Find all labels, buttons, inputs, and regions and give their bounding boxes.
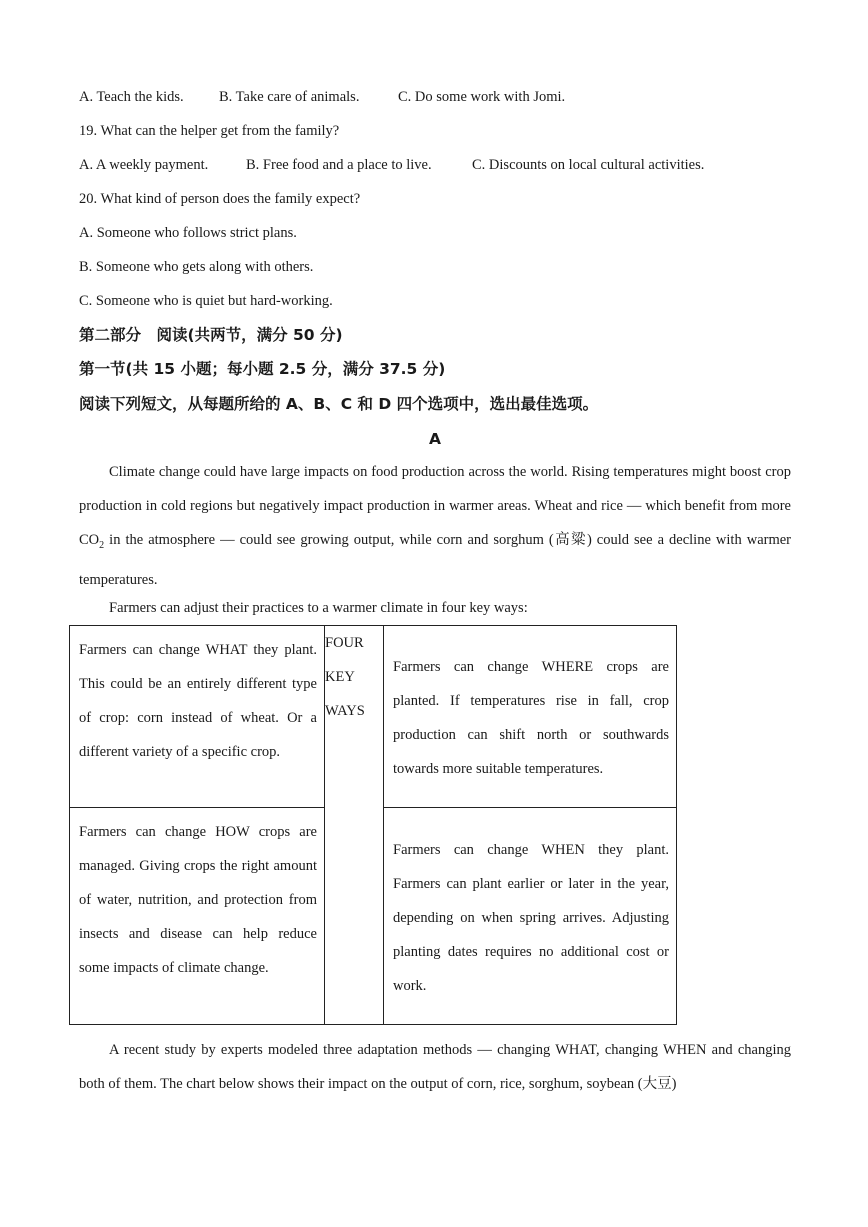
paragraph-1 <box>79 455 791 597</box>
cell-where-text: Farmers can change WHERE crops are planted. If temperatures rise in fall, crop production can shift north or southwards towards more suitable temperatures. <box>393 659 669 777</box>
co2-subscript: 2 <box>99 539 105 551</box>
section-header: 第二部分 阅读(共两节，满分 50 分) <box>79 326 343 344</box>
q18-option-c: C. Do some work with Jomi. <box>398 89 566 105</box>
q20-option-c: C. Someone who is quiet but hard-working. <box>79 293 333 309</box>
q19-option-a: A. A weekly payment. <box>79 157 209 173</box>
cell-what <box>70 626 325 808</box>
center-line-2: KEY <box>325 669 355 685</box>
q19-options <box>79 155 704 175</box>
paragraph-1-text-b: in the atmosphere — could see growing output, while corn and sorghum (高粱) could see a decline with warmer temperatures. <box>79 532 791 588</box>
q18-option-a: A. Teach the kids. <box>79 89 184 105</box>
cell-where <box>384 626 677 808</box>
q19-question: 19. What can the helper get from the family? <box>79 123 340 139</box>
subsection-header: 第一节(共 15 小题；每小题 2.5 分，满分 37.5 分) <box>79 360 446 378</box>
cell-what-text: Farmers can change WHAT they plant. This could be an entirely different type of crop: corn instead of wheat. Or a different variety of a specific crop. <box>79 642 317 760</box>
q20-question: 20. What kind of person does the family expect? <box>79 191 361 207</box>
four-key-ways-table <box>69 625 677 1025</box>
q20-option-b: B. Someone who gets along with others. <box>79 259 314 275</box>
center-line-1: FOUR <box>325 635 364 651</box>
q20-option-a: A. Someone who follows strict plans. <box>79 225 297 241</box>
cell-four-key-ways <box>325 626 384 1025</box>
passage-label: A <box>429 430 441 448</box>
q18-option-b: B. Take care of animals. <box>219 89 360 105</box>
q19-option-c: C. Discounts on local cultural activities. <box>472 157 705 173</box>
instruction: 阅读下列短文，从每题所给的 A、B、C 和 D 四个选项中，选出最佳选项。 <box>79 395 599 413</box>
q19-option-b: B. Free food and a place to live. <box>246 157 432 173</box>
cell-how <box>70 808 325 1025</box>
paragraph-2: Farmers can adjust their practices to a warmer climate in four key ways: <box>109 600 528 616</box>
cell-when-text: Farmers can change WHEN they plant. Farmers can plant earlier or later in the year, depending on when spring arrives. Adjusting planting dates requires no additional cost or work. <box>393 841 669 994</box>
q18-options <box>79 87 565 107</box>
cell-how-text: Farmers can change HOW crops are managed. Giving crops the right amount of water, nutrition, and protection from insects and disease can help reduce some impacts of climate change. <box>79 824 317 976</box>
center-line-3: WAYS <box>325 703 365 719</box>
cell-when <box>384 808 677 1025</box>
paragraph-1-text-a: Climate change could have large impacts on food production across the world. Rising temperatures might boost crop production in cold regions but negatively impact production in warmer areas. Wheat and rice — which benefit from more CO <box>79 464 791 548</box>
paragraph-3: A recent study by experts modeled three adaptation methods — changing WHAT, changing WHEN and changing both of them. The chart below shows their impact on the output of corn, rice, sorghum, soybean (大豆) <box>79 1042 791 1092</box>
